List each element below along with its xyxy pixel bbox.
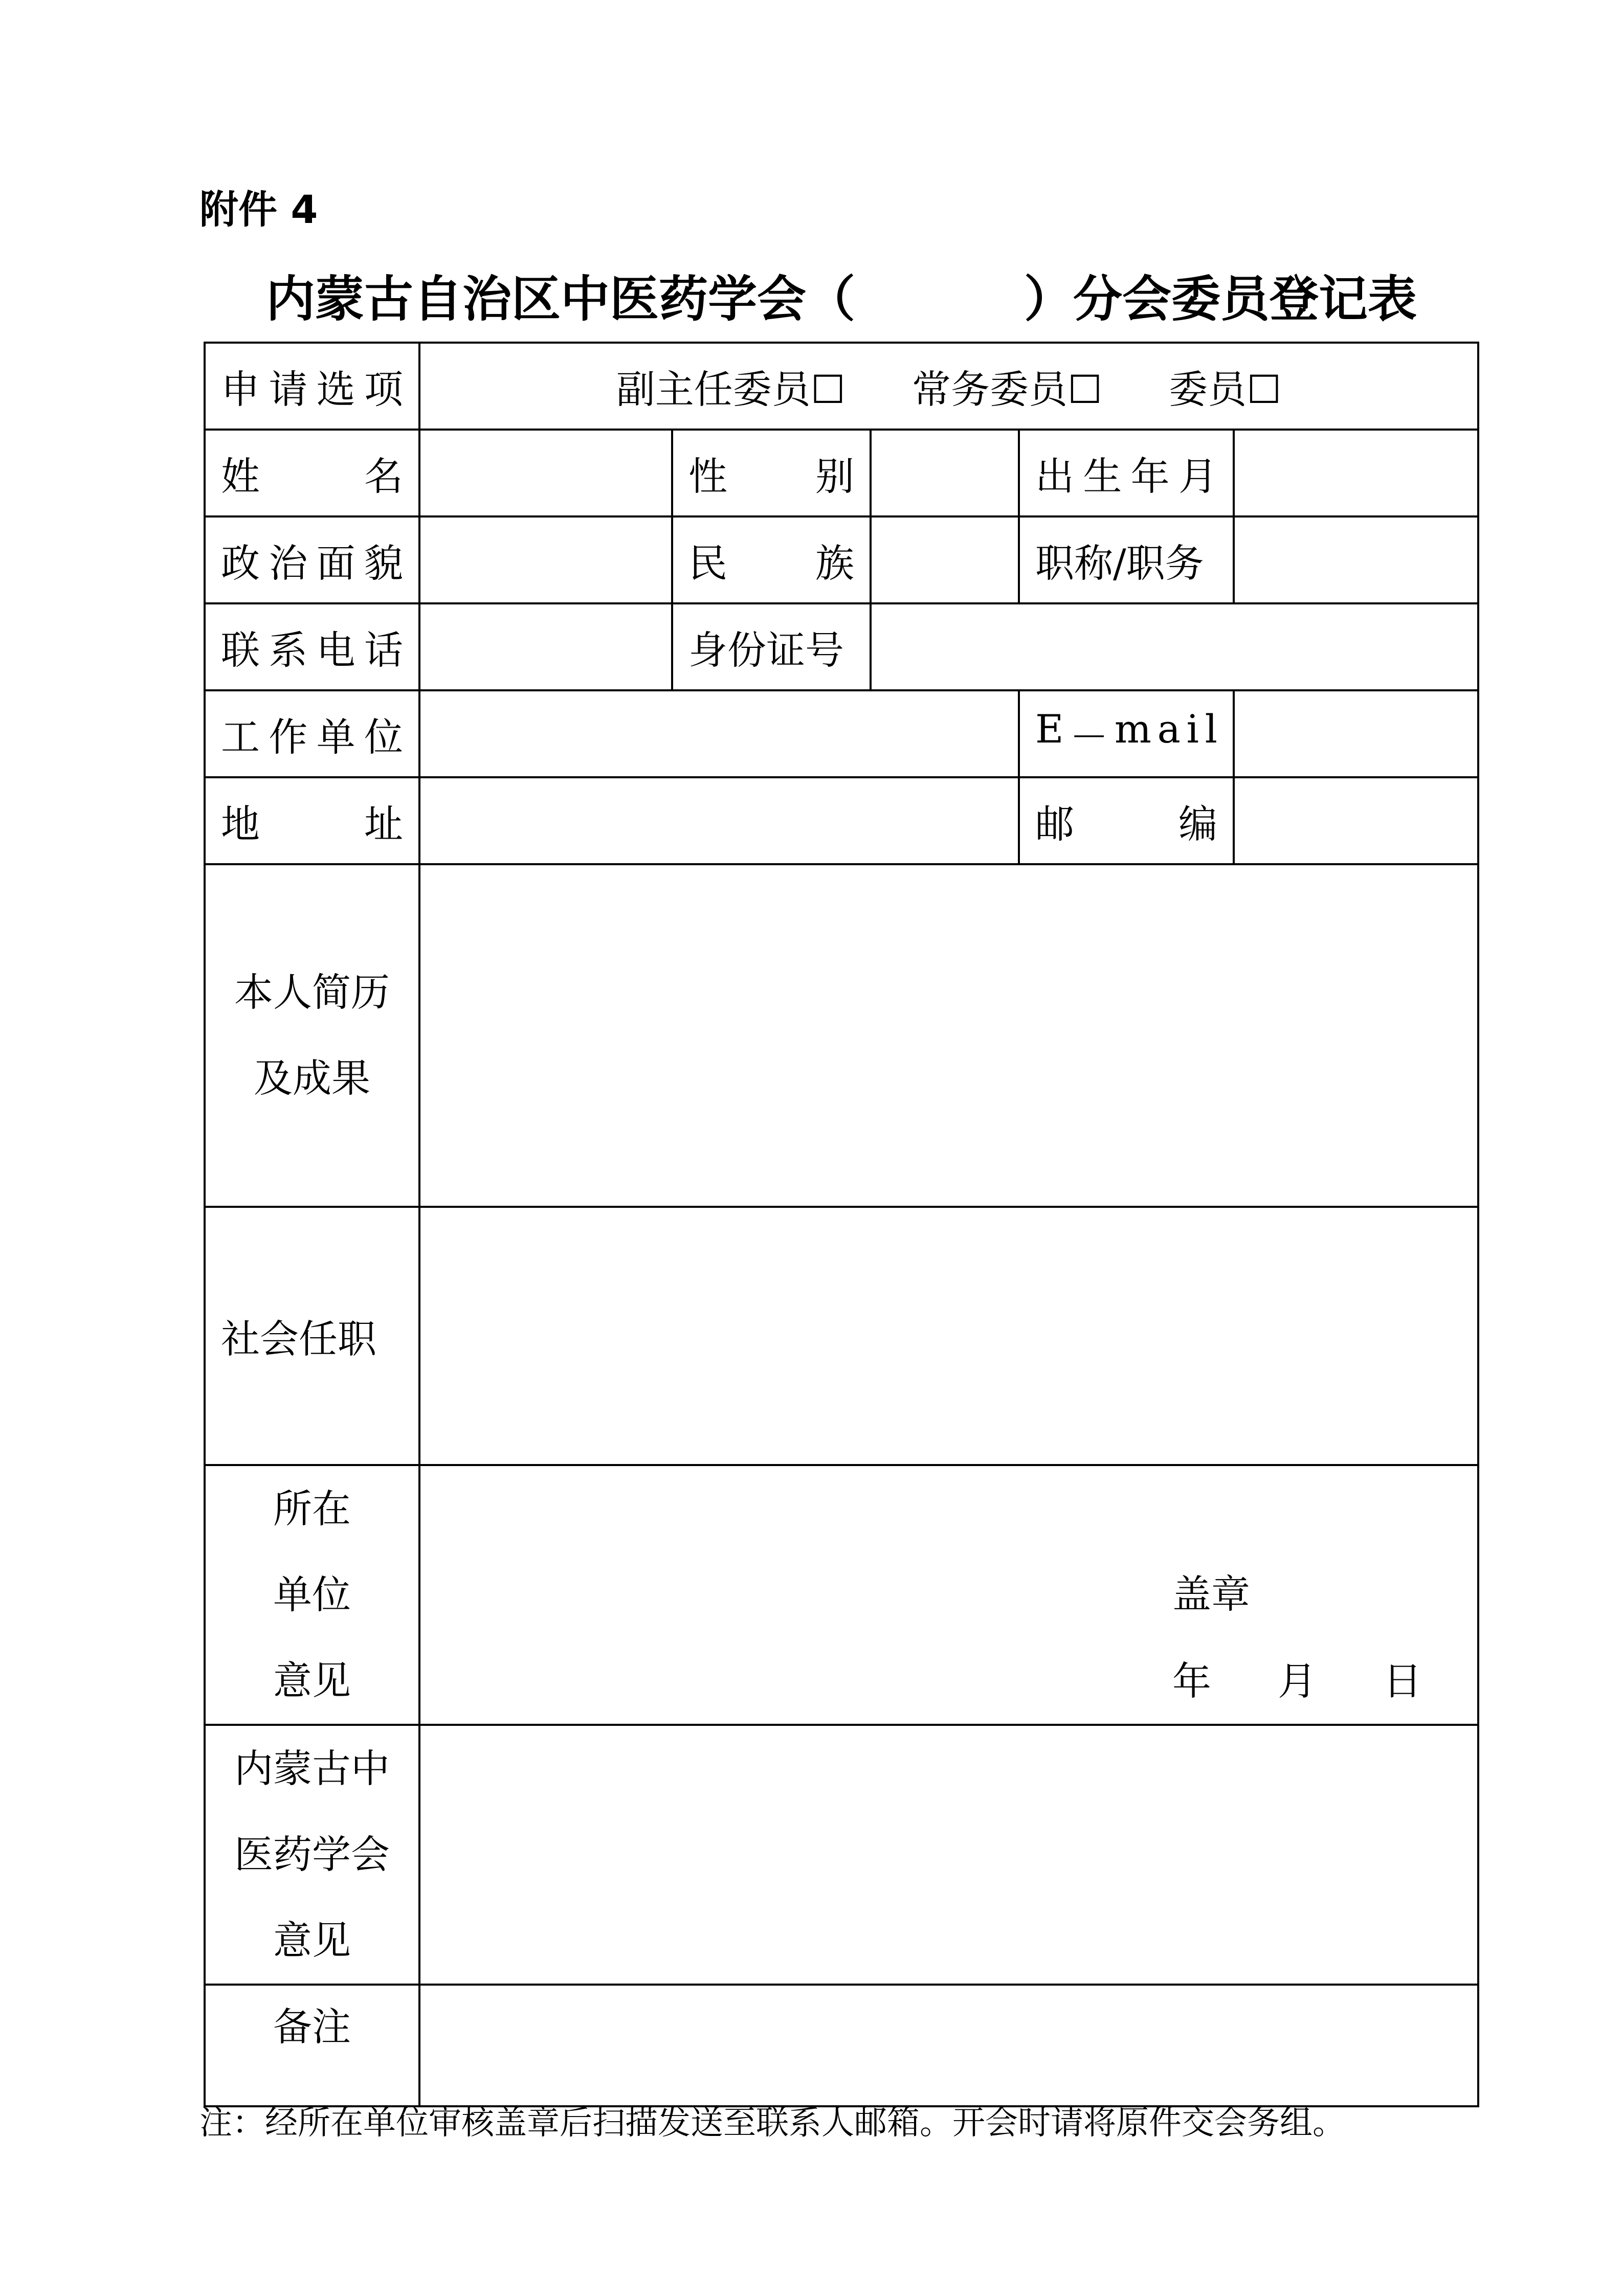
society-opinion-field[interactable] — [419, 1725, 1478, 1985]
title-label: 职称/职务 — [1019, 516, 1234, 603]
date-year: 年 — [1172, 1658, 1211, 1704]
title-suffix: ）分会委员登记表 — [1024, 271, 1417, 328]
social-field[interactable] — [419, 1207, 1478, 1465]
row-apply-option — [205, 343, 1478, 430]
work-unit-field[interactable] — [419, 690, 1019, 777]
date-line — [1172, 1650, 1422, 1706]
gender-field[interactable] — [871, 430, 1019, 516]
postcode-label: 邮 编 — [1019, 777, 1234, 864]
society-opinion-label: 内蒙古中 医药学会 意见 — [205, 1725, 419, 1985]
form-title — [266, 266, 1442, 332]
phone-label: 联 系 电 话 — [205, 603, 419, 690]
postcode-field[interactable] — [1234, 777, 1478, 864]
id-field[interactable] — [871, 603, 1478, 690]
row-unit-opinion — [205, 1465, 1478, 1725]
attachment-label: 附件 4 — [199, 187, 318, 232]
row-resume — [205, 864, 1478, 1207]
option-vice-director-checkbox[interactable]: 副主任委员☐ — [616, 366, 846, 412]
politics-field[interactable] — [419, 516, 672, 603]
address-field[interactable] — [419, 777, 1019, 864]
address-label: 地 址 — [205, 777, 419, 864]
row-name — [205, 430, 1478, 516]
row-phone — [205, 603, 1478, 690]
remarks-label: 备注 — [205, 1985, 419, 2106]
option-standing-member-checkbox[interactable]: 常务委员☐ — [911, 366, 1103, 412]
apply-option-label-text: 申 请 选 项 — [221, 366, 403, 412]
date-day: 日 — [1383, 1658, 1422, 1704]
seal-text: 盖章 — [1172, 1571, 1250, 1617]
apply-options-cell — [419, 343, 1478, 430]
footnote: 注：经所在单位审核盖章后扫描发送至联系人邮箱。开会时请将原件交会务组。 — [199, 2104, 1345, 2142]
row-work-unit — [205, 690, 1478, 777]
phone-field[interactable] — [419, 603, 672, 690]
row-social — [205, 1207, 1478, 1465]
registration-form-table — [204, 342, 1479, 2107]
title-field[interactable] — [1234, 516, 1478, 603]
row-address — [205, 777, 1478, 864]
email-field[interactable] — [1234, 690, 1478, 777]
apply-option-label — [205, 343, 419, 430]
gender-label: 性 别 — [672, 430, 871, 516]
title-prefix: 内蒙古自治区中医药学会（ — [266, 271, 855, 328]
social-label: 社会任职 — [205, 1207, 419, 1465]
birth-label: 出 生 年 月 — [1019, 430, 1234, 516]
politics-label: 政 治 面 貌 — [205, 516, 419, 603]
unit-opinion-field[interactable] — [419, 1465, 1478, 1725]
row-politics — [205, 516, 1478, 603]
ethnicity-label: 民 族 — [672, 516, 871, 603]
birth-field[interactable] — [1234, 430, 1478, 516]
work-unit-label: 工 作 单 位 — [205, 690, 419, 777]
option-member-checkbox[interactable]: 委员☐ — [1169, 366, 1282, 412]
date-month: 月 — [1278, 1658, 1317, 1704]
row-society-opinion — [205, 1725, 1478, 1985]
email-label: E － m a i l — [1019, 690, 1234, 777]
row-remarks — [205, 1985, 1478, 2106]
name-label: 姓 名 — [205, 430, 419, 516]
resume-label: 本人简历 及成果 — [205, 864, 419, 1207]
name-field[interactable] — [419, 430, 672, 516]
unit-opinion-label: 所在 单位 意见 — [205, 1465, 419, 1725]
id-label: 身份证号 — [672, 603, 871, 690]
ethnicity-field[interactable] — [871, 516, 1019, 603]
resume-field[interactable] — [419, 864, 1478, 1207]
remarks-field[interactable] — [419, 1985, 1478, 2106]
